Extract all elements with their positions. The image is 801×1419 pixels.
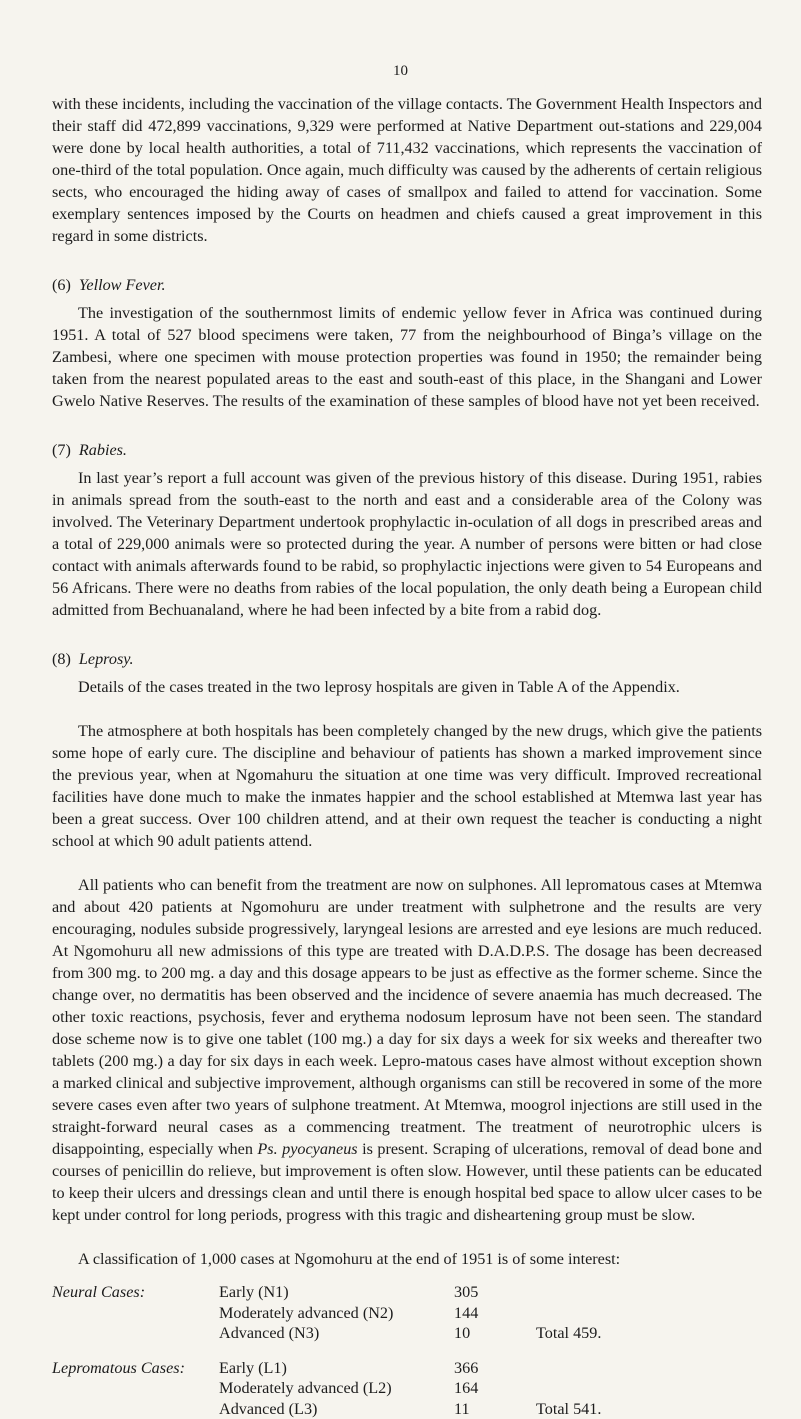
table-row	[52, 1323, 656, 1344]
case-count: 305	[454, 1282, 512, 1303]
group-total	[512, 1378, 656, 1399]
section-title: Leprosy.	[79, 650, 134, 668]
organism-name: Ps. pyocyaneus	[257, 1140, 357, 1158]
leprosy-paragraph-3	[52, 874, 762, 1226]
group-total	[512, 1282, 656, 1303]
group-label: Neural Cases:	[52, 1282, 219, 1303]
section-title: Rabies.	[79, 441, 127, 459]
intro-paragraph: with these incidents, including the vaccination of the village contacts. The Government Health Inspectors and their staff did 472,899 vaccinations, 9,329 were performed at Native Department out-stations and 229,004 were done by local health authorities, a total of 711,432 vaccinations, which represents the vaccination of one-third of the total population. Once again, much difficulty was caused by the adherents of certain religious sects, who encouraged the hiding away of cases of smallpox and failed to attend for vaccination. Some exemplary sentences imposed by the Courts on headmen and chiefs caused a great improvement in this regard in some districts.	[52, 93, 762, 247]
section-number: (8)	[52, 650, 71, 668]
section-number: (6)	[52, 276, 71, 294]
section-heading-rabies	[52, 439, 762, 461]
section-heading-leprosy	[52, 648, 762, 670]
stage-label: Advanced (N3)	[219, 1323, 454, 1344]
classification-intro: A classification of 1,000 cases at Ngomohuru at the end of 1951 is of some interest:	[52, 1248, 762, 1270]
page-number: 10	[0, 63, 801, 80]
stage-label: Early (L1)	[219, 1358, 454, 1379]
leprosy-paragraph-1: Details of the cases treated in the two leprosy hospitals are given in Table A of the Appendix.	[52, 676, 762, 698]
leprosy-paragraph-2: The atmosphere at both hospitals has been completely changed by the new drugs, which give the patients some hope of early cure. The discipline and behaviour of patients has shown a marked improvement since the previous year, when at Ngomahuru the situation at one time was very difficult. Improved recreational facilities have done much to make the inmates happier and the school established at Mtemwa last year has been a great success. Over 100 children attend, and at their own request the teacher is conducting a night school at which 90 adult patients attend.	[52, 720, 762, 852]
section-heading-yellow-fever	[52, 274, 762, 296]
case-count: 366	[454, 1358, 512, 1379]
leprosy-paragraph-3-start: All patients who can benefit from the treatment are now on sulphones. All lepromatous cases at Mtemwa and about 420 patients at Ngomohuru are under treatment with sulphetrone and the results are very encouraging, nodules subside progressively, laryngeal lesions are arrested and eye lesions are much reduced. At Ngomohuru all new admissions of this type are treated with D.A.D.P.S. The dosage has been decreased from 300 mg. to 200 mg. a day and this dosage appears to be just as effective as the former scheme. Since the change over, no dermatitis has been observed and the incidence of severe anaemia has much decreased. The other toxic reactions, psychosis, fever and erythema nodosum leprosum have not been seen. The standard dose scheme now is to give one tablet (100 mg.) a day for six days a week for six weeks and thereafter two tablets (200 mg.) a day for six days in each week. Lepro-matous cases have almost without exception shown a marked clinical and subjective improvement, although organisms can still be recovered in some of the more severe cases even after two years of sulphone treatment. At Mtemwa, moogrol injections are still used in the straight-forward neural cases as a commencing treatment. The treatment of neurotrophic ulcers is disappointing, especially when	[52, 876, 762, 1158]
stage-label: Advanced (L3)	[219, 1399, 454, 1419]
classification-table	[52, 1282, 656, 1419]
rabies-paragraph: In last year’s report a full account was given of the previous history of this disease. During 1951, rabies in animals spread from the south-east to the north and east and a considerable area of the Colony was involved. The Veterinary Department undertook prophylactic in-oculation of all dogs in prescribed areas and a total of 229,000 animals were so protected during the year. A number of persons were bitten or had close contact with animals afterwards found to be rabid, so prophylactic injections were given to 54 Europeans and 56 Africans. There were no deaths from rabies of the local population, the only death being a European child admitted from Bechuanaland, where he had been infected by a bite from a rabid dog.	[52, 467, 762, 621]
group-total	[512, 1358, 656, 1379]
group-label: Lepromatous Cases:	[52, 1358, 219, 1379]
table-row	[52, 1282, 656, 1303]
document-body	[52, 93, 762, 1419]
section-title: Yellow Fever.	[79, 276, 166, 294]
group-total: Total 459.	[512, 1323, 656, 1344]
leprosy-paragraph-3-end: is present. Scraping of ulcerations, removal of dead bone and courses of penicillin do relieve, but improvement is often slow. However, until these patients can be educated to keep their ulcers and dressings clean and until there is enough hospital bed space to allow ulcer cases to be kept under control for long periods, progress with this tragic and disheartening group must be slow.	[52, 1140, 762, 1224]
case-count: 11	[454, 1399, 512, 1419]
stage-label: Moderately advanced (N2)	[219, 1303, 454, 1324]
stage-label: Moderately advanced (L2)	[219, 1378, 454, 1399]
case-count: 10	[454, 1323, 512, 1344]
table-row	[52, 1378, 656, 1399]
case-count: 164	[454, 1378, 512, 1399]
table-row	[52, 1358, 656, 1379]
case-count: 144	[454, 1303, 512, 1324]
group-total	[512, 1303, 656, 1324]
yellow-fever-paragraph: The investigation of the southernmost limits of endemic yellow fever in Africa was continued during 1951. A total of 527 blood specimens were taken, 77 from the neighbourhood of Binga’s village on the Zambesi, where one specimen with mouse protection properties was found in 1950; the remainder being taken from the nearest populated areas to the east and south-east of this place, in the Shangani and Lower Gwelo Native Reserves. The results of the examination of these samples of blood have not yet been received.	[52, 302, 762, 412]
section-number: (7)	[52, 441, 71, 459]
table-row	[52, 1303, 656, 1324]
group-total: Total 541.	[512, 1399, 656, 1419]
stage-label: Early (N1)	[219, 1282, 454, 1303]
table-row	[52, 1399, 656, 1419]
